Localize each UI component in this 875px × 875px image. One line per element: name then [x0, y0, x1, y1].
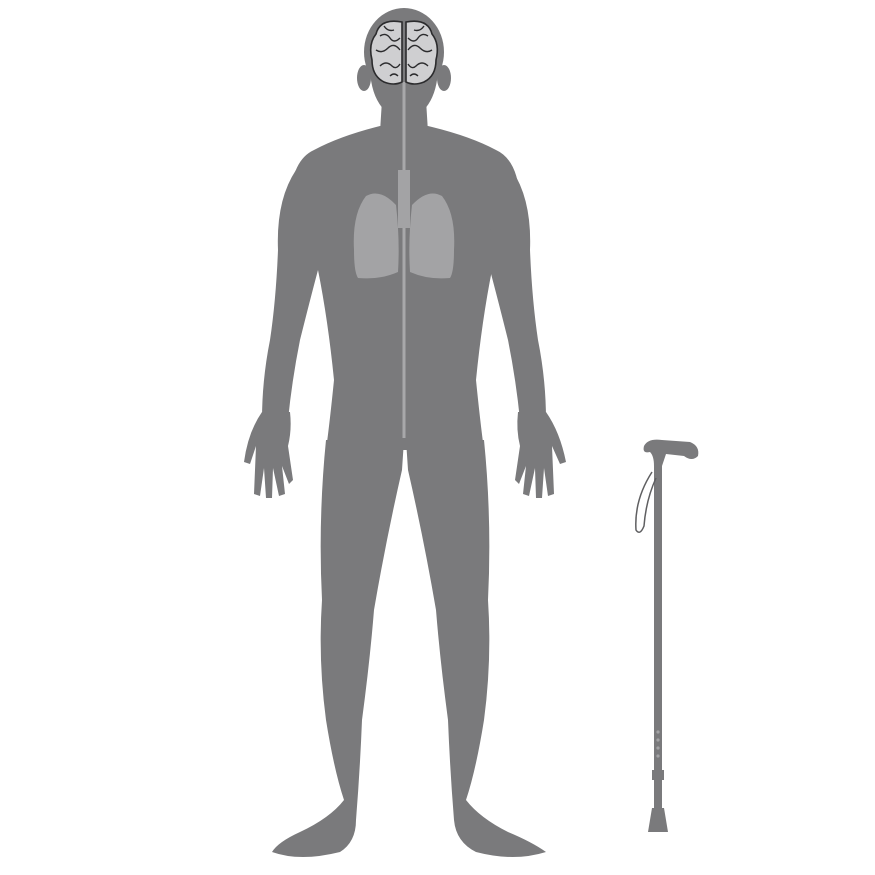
cane-wrist-strap — [636, 472, 656, 532]
cane-hole — [656, 730, 659, 733]
right-leg — [406, 440, 546, 857]
right-hand — [515, 412, 566, 498]
right-arm — [490, 170, 546, 420]
left-arm — [262, 170, 318, 420]
left-leg — [272, 440, 404, 857]
right-lung — [409, 193, 454, 278]
cane-tip — [648, 808, 668, 832]
cane-collar — [652, 770, 664, 780]
walking-cane — [636, 440, 699, 832]
left-hand — [244, 412, 293, 498]
left-ear — [357, 65, 371, 91]
cane-hole — [656, 746, 659, 749]
cane-handle — [644, 440, 699, 466]
trachea — [398, 170, 410, 228]
right-ear — [437, 65, 451, 91]
cane-hole — [656, 738, 659, 741]
cane-shaft — [654, 462, 662, 812]
cane-hole — [656, 754, 659, 757]
left-lung — [354, 193, 399, 278]
